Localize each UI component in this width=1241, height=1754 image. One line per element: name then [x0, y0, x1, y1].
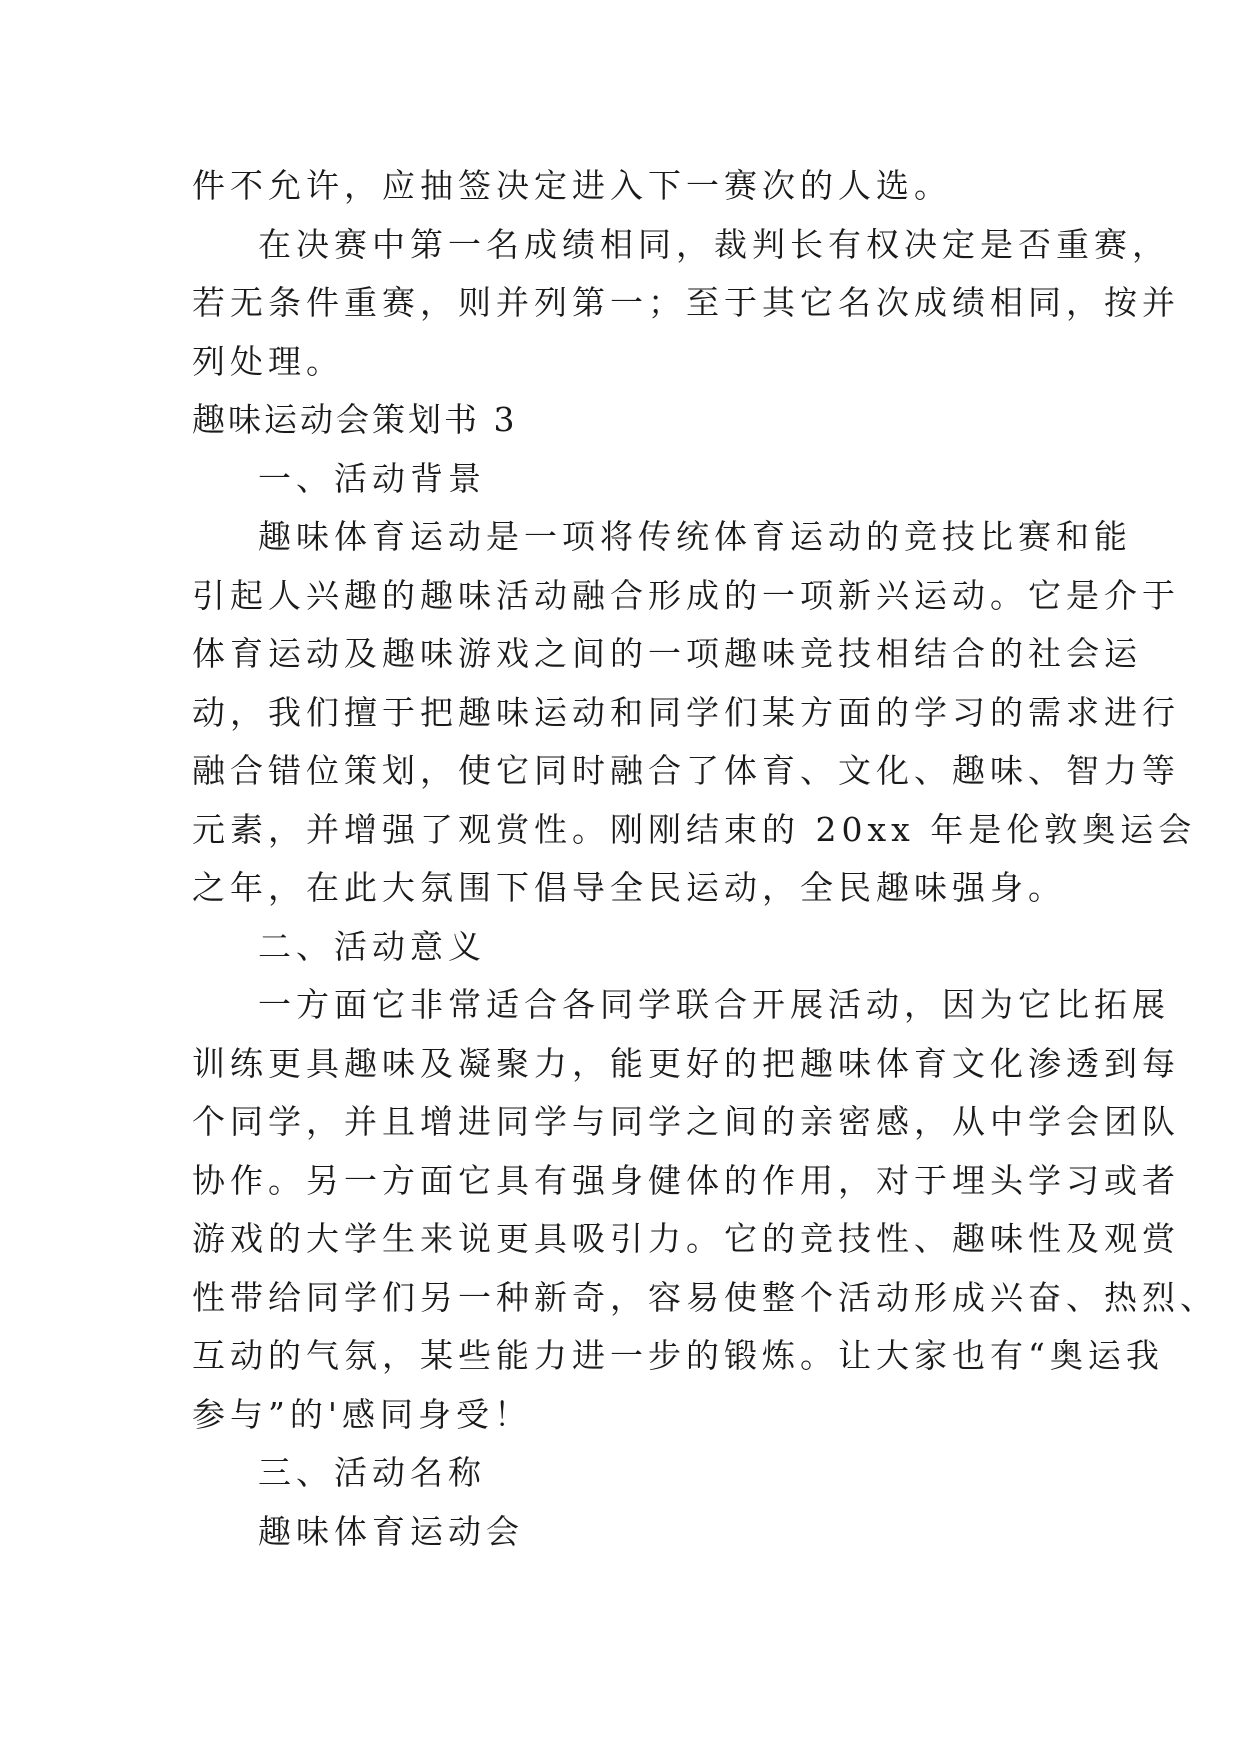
section-heading: 一、活动背景: [258, 458, 486, 498]
section-heading: 三、活动名称: [258, 1453, 486, 1492]
paragraph-line: 训练更具趣味及凝聚力，能更好的把趣味体育文化渗透到每: [192, 1043, 1180, 1083]
paragraph-line: 列处理。: [192, 341, 344, 381]
paragraph-line: 在决赛中第一名成绩相同，裁判长有权决定是否重赛，: [258, 224, 1170, 264]
paragraph-line: 若无条件重赛，则并列第一；至于其它名次成绩相同，按并: [192, 283, 1180, 322]
document-body: [192, 157, 1218, 1561]
section-title: 趣味运动会策划书 3: [192, 400, 518, 439]
paragraph-line: 引起人兴趣的趣味活动融合形成的一项新兴运动。它是介于: [192, 575, 1180, 615]
paragraph-line: 体育运动及趣味游戏之间的一项趣味竞技相结合的社会运: [192, 634, 1142, 673]
paragraph-line: 个同学，并且增进同学与同学之间的亲密感，从中学会团队: [192, 1102, 1180, 1141]
paragraph-line: 性带给同学们另一种新奇，容易使整个活动形成兴奋、热烈、: [192, 1277, 1218, 1317]
paragraph-line: 趣味体育运动会: [258, 1511, 524, 1551]
paragraph-line: 协作。另一方面它具有强身健体的作用，对于埋头学习或者: [192, 1160, 1180, 1200]
paragraph-line: 游戏的大学生来说更具吸引力。它的竞技性、趣味性及观赏: [192, 1219, 1180, 1258]
paragraph-line: 之年，在此大氛围下倡导全民运动，全民趣味强身。: [192, 868, 1066, 907]
paragraph-line: 件不允许，应抽签决定进入下一赛次的人选。: [192, 166, 952, 205]
paragraph-line: 互动的气氛，某些能力进一步的锻炼。让大家也有“奥运我: [192, 1336, 1164, 1375]
paragraph-line: 一方面它非常适合各同学联合开展活动，因为它比拓展: [258, 985, 1170, 1024]
paragraph-line: 趣味体育运动是一项将传统体育运动的竞技比赛和能: [258, 517, 1132, 556]
paragraph-line: 元素，并增强了观赏性。刚刚结束的 20xx 年是伦敦奥运会: [192, 809, 1197, 849]
paragraph-line: 参与”的'感同身受！: [192, 1394, 532, 1434]
section-heading: 二、活动意义: [258, 926, 486, 966]
paragraph-line: 融合错位策划，使它同时融合了体育、文化、趣味、智力等: [192, 751, 1180, 790]
paragraph-line: 动，我们擅于把趣味运动和同学们某方面的学习的需求进行: [192, 692, 1180, 732]
